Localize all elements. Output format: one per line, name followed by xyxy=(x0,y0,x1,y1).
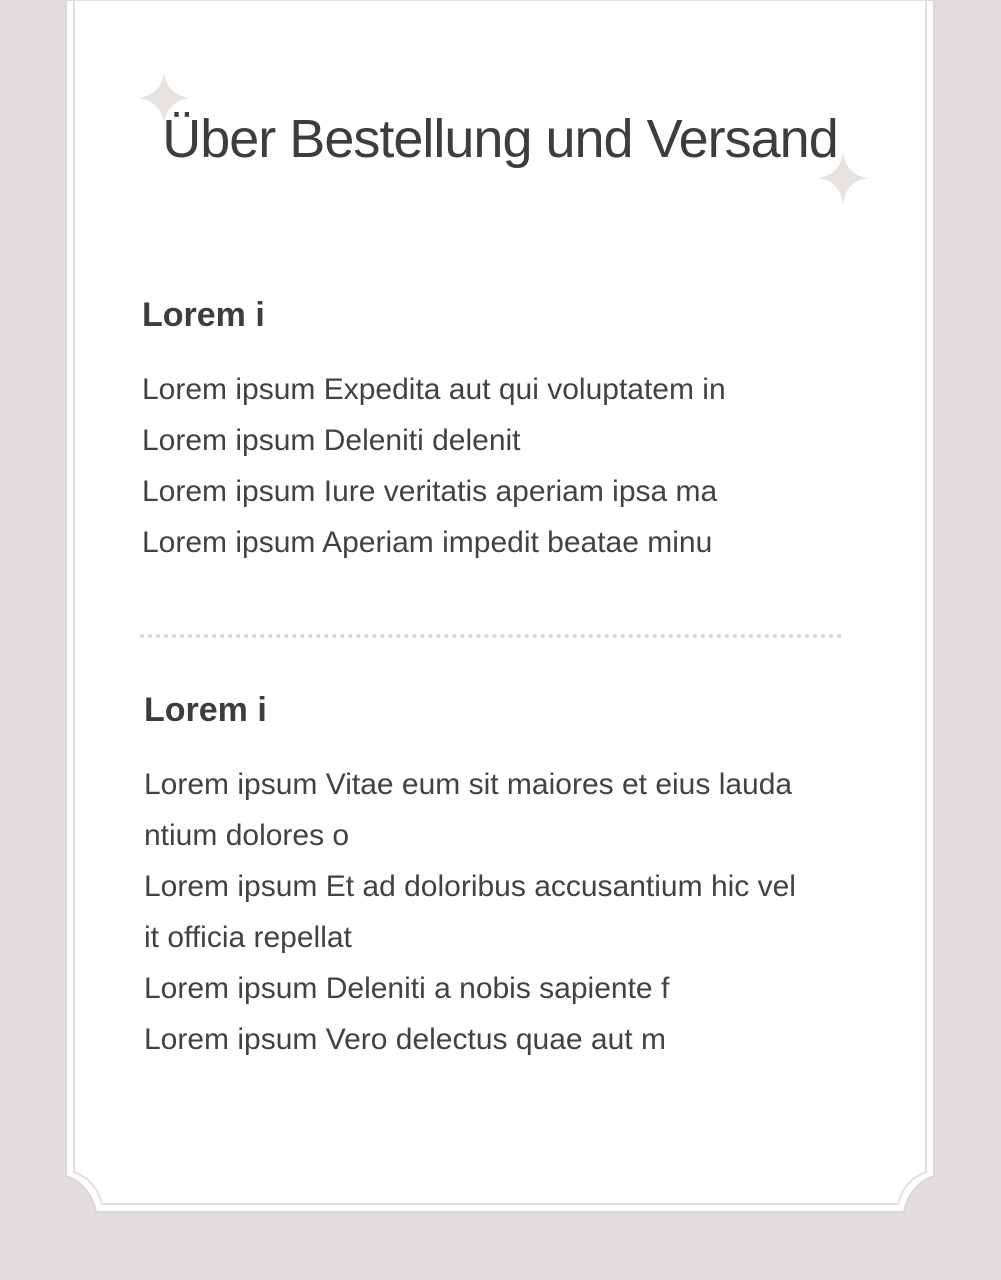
list-item: Lorem ipsum Deleniti a nobis sapiente f xyxy=(144,972,670,1005)
page-title: Über Bestellung und Versand xyxy=(162,109,838,169)
section-heading: Lorem i xyxy=(142,296,265,334)
section-heading: Lorem i xyxy=(144,691,267,729)
list-item: Lorem ipsum Iure veritatis aperiam ipsa ma xyxy=(142,475,718,508)
list-item: Lorem ipsum Deleniti delenit xyxy=(142,424,521,457)
info-section-2 xyxy=(144,685,884,1065)
dotted-divider xyxy=(140,634,842,638)
list-item: Lorem ipsum Expedita aut qui voluptatem in xyxy=(142,373,726,406)
list-item: Lorem ipsum Vitae eum sit maiores et eius lauda xyxy=(144,768,793,801)
list-item: ntium dolores o xyxy=(144,819,350,852)
list-item: Lorem ipsum Vero delectus quae aut m xyxy=(144,1023,666,1056)
list-item: it officia repellat xyxy=(144,921,352,954)
sparkle-icon xyxy=(818,152,868,209)
content-card xyxy=(74,0,926,1200)
section-lines xyxy=(144,759,884,1065)
info-section-1 xyxy=(142,290,882,568)
list-item: Lorem ipsum Et ad doloribus accusantium hic vel xyxy=(144,870,796,903)
list-item: Lorem ipsum Aperiam impedit beatae minu xyxy=(142,526,713,559)
section-lines xyxy=(142,364,882,568)
